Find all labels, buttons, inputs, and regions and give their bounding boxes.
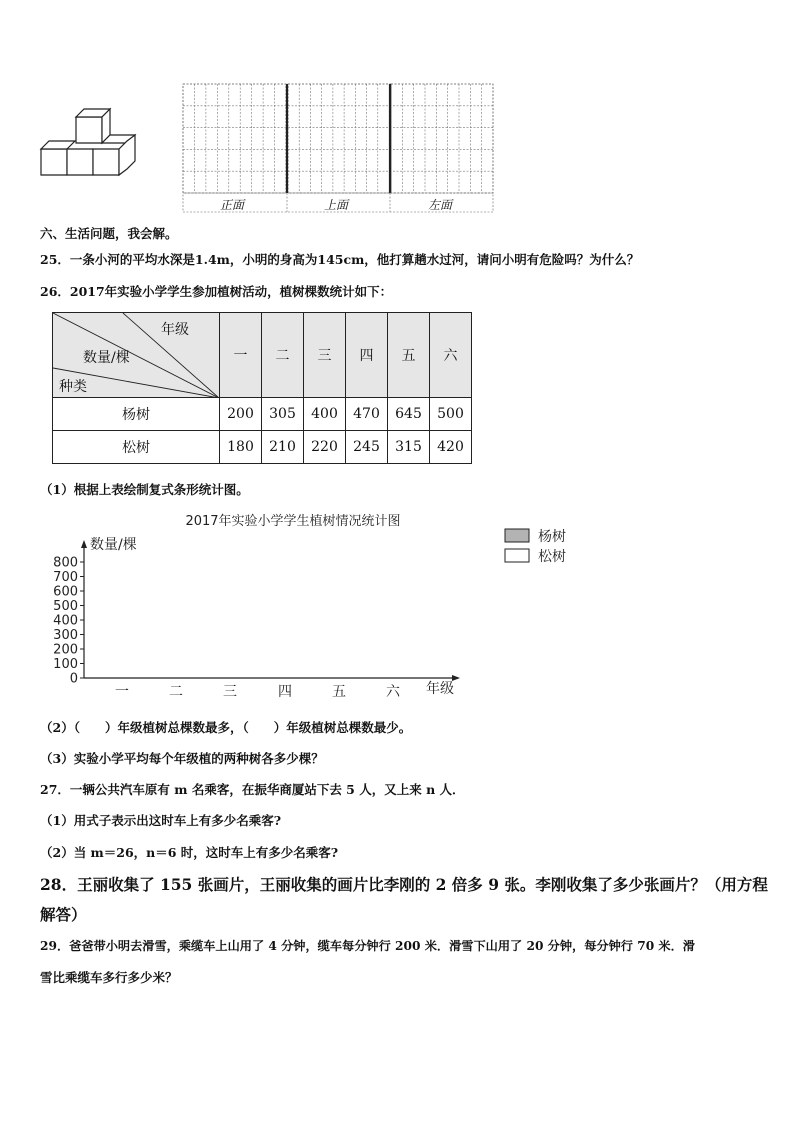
x-tick-label: 三: [223, 684, 237, 700]
cube-figure: [38, 103, 138, 179]
table-cell: 500: [430, 398, 472, 431]
question-29-line1: 29．爸爸带小明去滑雪，乘缆车上山用了 4 分钟，缆车每分钟行 200 米．滑雪下山用了 20 分钟，每分钟行 70 米．滑: [40, 939, 695, 953]
x-tick-label: 六: [386, 684, 400, 700]
y-tick-label: 400: [53, 613, 78, 629]
question-28-line1: 28．王丽收集了 155 张画片，王丽收集的画片比李刚的 2 倍多 9 张。李刚收集了多少张画片？（用方程: [40, 875, 768, 894]
view-label-left: 左面: [428, 198, 453, 212]
corner-label-type: 种类: [59, 379, 87, 395]
question-29-line2: 雪比乘缆车多行多少米？: [40, 970, 178, 985]
table-cell: 315: [388, 431, 430, 464]
view-label-top: 上面: [324, 198, 349, 212]
y-tick-label: 600: [53, 584, 78, 600]
y-tick-label: 800: [53, 555, 78, 571]
section-heading: 六、生活问题，我会解。: [40, 226, 178, 241]
question-28-line2: 解答）: [40, 905, 87, 924]
question-25: 25．一条小河的平均水深是1.4m，小明的身高为145cm，他打算趟水过河，请问小明有危险吗？为什么？: [40, 252, 640, 267]
grade-header: 五: [388, 313, 430, 398]
y-axis-arrow: [81, 540, 87, 548]
view-grids: [182, 83, 494, 213]
row-label: 杨树: [53, 398, 220, 431]
y-tick-label: 200: [53, 642, 78, 658]
view-label-front: 正面: [220, 198, 245, 212]
x-tick-label: 四: [278, 684, 292, 700]
question-26-sub2: （2）（ ）年级植树总棵数最多，（ ）年级植树总棵数最少。: [40, 720, 412, 735]
x-tick-label: 二: [169, 684, 183, 700]
chart-x-label: 年级: [426, 681, 454, 697]
table-cell: 220: [304, 431, 346, 464]
y-tick-label: 0: [69, 671, 78, 687]
row-label: 松树: [53, 431, 220, 464]
x-axis-arrow: [452, 675, 460, 681]
legend-label: 松树: [538, 549, 566, 565]
question-26-intro: 26．2017年实验小学学生参加植树活动，植树棵数统计如下：: [40, 284, 393, 299]
bar-chart: [40, 505, 600, 705]
table-corner-cell: [53, 313, 220, 398]
table-cell: 420: [430, 431, 472, 464]
grade-header: 四: [346, 313, 388, 398]
table-row-poplar: [53, 398, 472, 431]
question-27-sub2: （2）当 m＝26，n＝6 时，这时车上有多少名乘客?: [40, 845, 339, 860]
grade-header: 六: [430, 313, 472, 398]
table-cell: 200: [220, 398, 262, 431]
grid-lines: [182, 83, 494, 213]
table-cell: 400: [304, 398, 346, 431]
legend-swatch: [505, 529, 529, 542]
grade-header: 一: [220, 313, 262, 398]
table-cell: 645: [388, 398, 430, 431]
y-tick-label: 100: [53, 657, 78, 672]
grade-header: 二: [262, 313, 304, 398]
question-27-intro: 27．一辆公共汽车原有 m 名乘客，在振华商厦站下去 5 人，又上来 n 人．: [40, 782, 465, 797]
table-cell: 305: [262, 398, 304, 431]
table-cell: 245: [346, 431, 388, 464]
question-27-sub1: （1）用式子表示出这时车上有多少名乘客?: [40, 813, 282, 828]
y-tick-label: 700: [53, 570, 78, 585]
table-cell: 470: [346, 398, 388, 431]
tree-table: [52, 312, 472, 464]
table-cell: 210: [262, 431, 304, 464]
question-26-sub1: （1）根据上表绘制复式条形统计图。: [40, 482, 249, 497]
legend-label: 杨树: [538, 529, 566, 545]
x-tick-label: 五: [332, 684, 346, 700]
chart-title: 2017年实验小学学生植树情况统计图: [185, 514, 401, 529]
x-tick-label: 一: [115, 684, 129, 700]
y-tick-label: 300: [53, 628, 78, 643]
corner-label-grade: 年级: [161, 322, 189, 338]
question-26-sub3: （3）实验小学平均每个年级植的两种树各多少棵？: [40, 751, 324, 766]
table-row-pine: [53, 431, 472, 464]
y-tick-label: 500: [53, 599, 78, 614]
table-cell: 180: [220, 431, 262, 464]
legend-swatch: [505, 549, 529, 562]
corner-label-quantity: 数量/棵: [83, 350, 130, 366]
grade-header: 三: [304, 313, 346, 398]
chart-y-label: 数量/棵: [90, 537, 137, 553]
